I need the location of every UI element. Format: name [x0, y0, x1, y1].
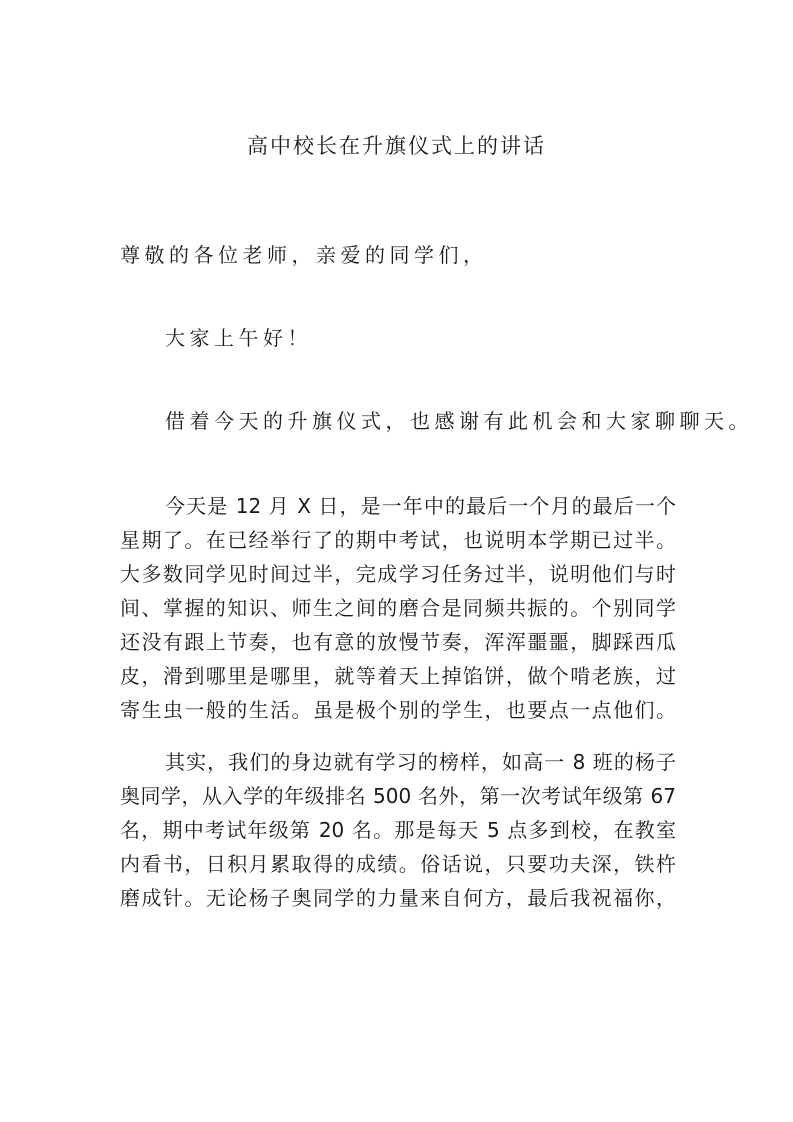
greeting: 尊敬的各位老师，亲爱的同学们， — [120, 243, 488, 267]
paragraph-2 — [120, 745, 676, 915]
paragraph-1 — [120, 489, 676, 727]
paragraph-line: 寄生虫一般的生活。虽是极个别的学生，也要点一点他们。 — [120, 698, 676, 722]
intro-paragraph: 借着今天的升旗仪式，也感谢有此机会和大家聊聊天。 — [165, 409, 753, 433]
paragraph-line: 间、掌握的知识、师生之间的磨合是同频共振的。个别同学 — [120, 596, 676, 620]
document-title: 高中校长在升旗仪式上的讲话 — [247, 134, 546, 158]
paragraph-line: 内看书，日积月累取得的成绩。俗话说，只要功夫深，铁杵 — [120, 852, 676, 876]
paragraph-line: 还没有跟上节奏，也有意的放慢节奏，浑浑噩噩，脚踩西瓜 — [120, 630, 676, 654]
salute: 大家上午好！ — [165, 326, 312, 350]
paragraph-line: 今天是 12 月 X 日，是一年中的最后一个月的最后一个 — [165, 494, 676, 518]
paragraph-line: 皮，滑到哪里是哪里，就等着天上掉馅饼，做个啃老族，过 — [120, 664, 676, 688]
paragraph-line: 大多数同学见时间过半，完成学习任务过半，说明他们与时 — [120, 562, 676, 586]
paragraph-line: 名，期中考试年级第 20 名。那是每天 5 点多到校，在教室 — [120, 818, 676, 842]
paragraph-line: 奥同学，从入学的年级排名 500 名外，第一次考试年级第 67 — [120, 784, 676, 808]
paragraph-line: 其实，我们的身边就有学习的榜样，如高一 8 班的杨子 — [165, 750, 676, 774]
paragraph-line: 星期了。在已经举行了的期中考试，也说明本学期已过半。 — [120, 528, 676, 552]
paragraph-line: 磨成针。无论杨子奥同学的力量来自何方，最后我祝福你， — [120, 886, 676, 910]
